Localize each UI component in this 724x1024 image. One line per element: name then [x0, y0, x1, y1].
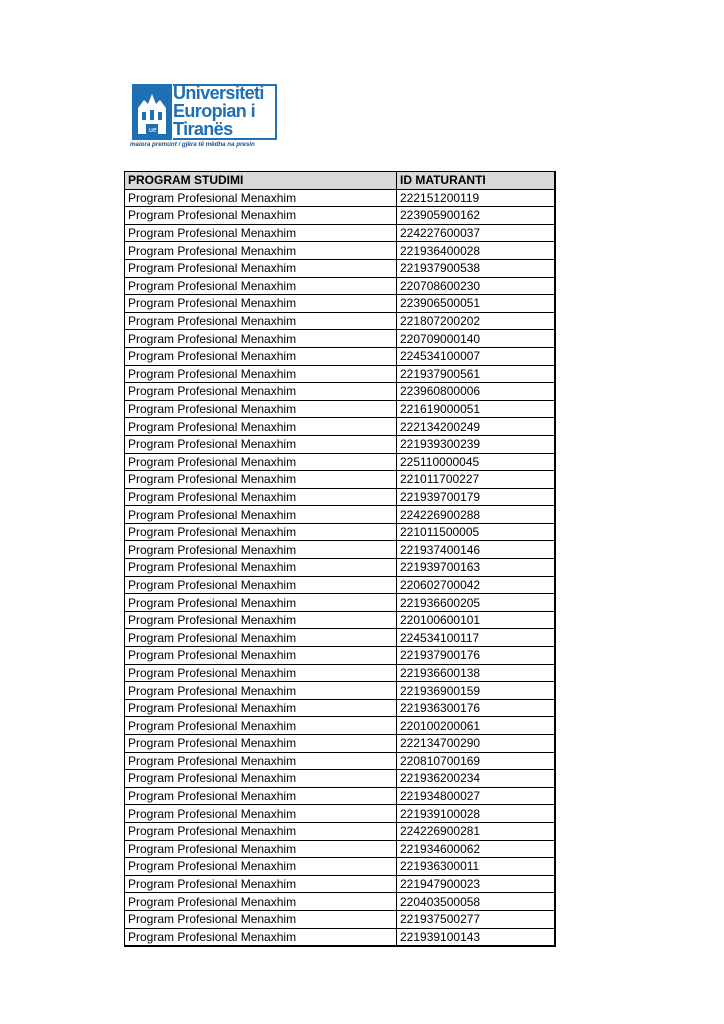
program-cell: Program Profesional Menaxhim	[125, 576, 397, 594]
student-id-cell: 220100200061	[397, 717, 555, 735]
table-row	[125, 224, 555, 242]
table-row	[125, 629, 555, 647]
table-row	[125, 752, 555, 770]
student-id-cell: 221936300011	[397, 858, 555, 876]
table-row	[125, 506, 555, 524]
logo-motto: maiora premunt / gjëra të mëdha na presin	[130, 141, 255, 148]
table-row	[125, 400, 555, 418]
program-cell: Program Profesional Menaxhim	[125, 840, 397, 858]
student-id-cell: 221937500277	[397, 910, 555, 928]
program-cell: Program Profesional Menaxhim	[125, 453, 397, 471]
program-cell: Program Profesional Menaxhim	[125, 418, 397, 436]
student-id-cell: 221939300239	[397, 435, 555, 453]
svg-text:ue: ue	[149, 127, 157, 134]
program-cell: Program Profesional Menaxhim	[125, 330, 397, 348]
program-cell: Program Profesional Menaxhim	[125, 523, 397, 541]
logo-wordmark	[173, 85, 285, 139]
table-row	[125, 735, 555, 753]
table-row	[125, 189, 555, 207]
university-logo	[128, 84, 288, 150]
column-header-program: PROGRAM STUDIMI	[125, 172, 397, 190]
table-row	[125, 910, 555, 928]
table-row	[125, 259, 555, 277]
table-row	[125, 471, 555, 489]
program-cell: Program Profesional Menaxhim	[125, 207, 397, 225]
student-id-cell: 221936300176	[397, 699, 555, 717]
student-id-cell: 222134700290	[397, 735, 555, 753]
table-row	[125, 453, 555, 471]
student-id-cell: 221937400146	[397, 541, 555, 559]
student-id-cell: 221937900538	[397, 259, 555, 277]
program-cell: Program Profesional Menaxhim	[125, 312, 397, 330]
table-row	[125, 699, 555, 717]
table-row	[125, 541, 555, 559]
student-id-cell: 221011700227	[397, 471, 555, 489]
program-cell: Program Profesional Menaxhim	[125, 242, 397, 260]
logo-line-3: Tiranës	[173, 119, 233, 139]
table-row	[125, 805, 555, 823]
table-row	[125, 594, 555, 612]
student-id-cell: 221807200202	[397, 312, 555, 330]
program-cell: Program Profesional Menaxhim	[125, 277, 397, 295]
table-row	[125, 365, 555, 383]
table-row	[125, 559, 555, 577]
column-header-id: ID MATURANTI	[397, 172, 555, 190]
student-id-cell: 224534100007	[397, 347, 555, 365]
student-id-cell: 220810700169	[397, 752, 555, 770]
program-cell: Program Profesional Menaxhim	[125, 259, 397, 277]
student-id-cell: 221939700163	[397, 559, 555, 577]
student-id-cell: 220602700042	[397, 576, 555, 594]
table-row	[125, 418, 555, 436]
table-row	[125, 647, 555, 665]
table-row	[125, 523, 555, 541]
student-id-cell: 224534100117	[397, 629, 555, 647]
table-row	[125, 488, 555, 506]
student-id-cell: 221939700179	[397, 488, 555, 506]
table-row	[125, 875, 555, 893]
program-cell: Program Profesional Menaxhim	[125, 682, 397, 700]
student-id-cell: 221934800027	[397, 787, 555, 805]
student-id-cell: 221937900561	[397, 365, 555, 383]
table-row	[125, 840, 555, 858]
student-id-cell: 221937900176	[397, 647, 555, 665]
program-cell: Program Profesional Menaxhim	[125, 858, 397, 876]
program-cell: Program Profesional Menaxhim	[125, 224, 397, 242]
student-id-cell: 223906500051	[397, 295, 555, 313]
program-cell: Program Profesional Menaxhim	[125, 347, 397, 365]
table-row	[125, 295, 555, 313]
students-table	[124, 171, 556, 947]
student-id-cell: 220100600101	[397, 611, 555, 629]
table-row	[125, 717, 555, 735]
student-id-cell: 223905900162	[397, 207, 555, 225]
student-id-cell: 221936600138	[397, 664, 555, 682]
program-cell: Program Profesional Menaxhim	[125, 435, 397, 453]
student-id-cell: 221939100143	[397, 928, 555, 946]
student-id-cell: 220403500058	[397, 893, 555, 911]
table-row	[125, 242, 555, 260]
program-cell: Program Profesional Menaxhim	[125, 365, 397, 383]
program-cell: Program Profesional Menaxhim	[125, 647, 397, 665]
table-row	[125, 822, 555, 840]
table-row	[125, 277, 555, 295]
program-cell: Program Profesional Menaxhim	[125, 488, 397, 506]
program-cell: Program Profesional Menaxhim	[125, 822, 397, 840]
student-id-cell: 221936200234	[397, 770, 555, 788]
logo-line-1: Universiteti	[173, 83, 264, 103]
table-row	[125, 347, 555, 365]
program-cell: Program Profesional Menaxhim	[125, 295, 397, 313]
program-cell: Program Profesional Menaxhim	[125, 770, 397, 788]
table-body	[125, 189, 555, 946]
program-cell: Program Profesional Menaxhim	[125, 787, 397, 805]
table-row	[125, 330, 555, 348]
program-cell: Program Profesional Menaxhim	[125, 928, 397, 946]
program-cell: Program Profesional Menaxhim	[125, 664, 397, 682]
student-id-cell: 221947900023	[397, 875, 555, 893]
program-cell: Program Profesional Menaxhim	[125, 875, 397, 893]
program-cell: Program Profesional Menaxhim	[125, 699, 397, 717]
student-id-cell: 221939100028	[397, 805, 555, 823]
program-cell: Program Profesional Menaxhim	[125, 805, 397, 823]
table-row	[125, 611, 555, 629]
student-id-cell: 223960800006	[397, 383, 555, 401]
table-row	[125, 770, 555, 788]
program-cell: Program Profesional Menaxhim	[125, 541, 397, 559]
student-id-cell: 224227600037	[397, 224, 555, 242]
table-row	[125, 682, 555, 700]
student-id-cell: 220709000140	[397, 330, 555, 348]
program-cell: Program Profesional Menaxhim	[125, 752, 397, 770]
university-emblem-icon	[132, 84, 172, 140]
program-cell: Program Profesional Menaxhim	[125, 189, 397, 207]
table-row	[125, 435, 555, 453]
table-row	[125, 893, 555, 911]
student-id-cell: 221934600062	[397, 840, 555, 858]
student-id-cell: 224226900281	[397, 822, 555, 840]
student-id-cell: 221011500005	[397, 523, 555, 541]
student-id-cell: 222134200249	[397, 418, 555, 436]
program-cell: Program Profesional Menaxhim	[125, 506, 397, 524]
program-cell: Program Profesional Menaxhim	[125, 611, 397, 629]
program-cell: Program Profesional Menaxhim	[125, 629, 397, 647]
table-row	[125, 576, 555, 594]
student-id-cell: 221936600205	[397, 594, 555, 612]
student-id-cell: 220708600230	[397, 277, 555, 295]
table-row	[125, 928, 555, 946]
table-row	[125, 787, 555, 805]
table-row	[125, 207, 555, 225]
student-id-cell: 221936400028	[397, 242, 555, 260]
program-cell: Program Profesional Menaxhim	[125, 383, 397, 401]
table-row	[125, 312, 555, 330]
program-cell: Program Profesional Menaxhim	[125, 735, 397, 753]
program-cell: Program Profesional Menaxhim	[125, 400, 397, 418]
table-header-row	[125, 172, 555, 190]
student-id-cell: 222151200119	[397, 189, 555, 207]
table-row	[125, 858, 555, 876]
program-cell: Program Profesional Menaxhim	[125, 559, 397, 577]
student-id-cell: 221936900159	[397, 682, 555, 700]
program-cell: Program Profesional Menaxhim	[125, 717, 397, 735]
student-id-cell: 225110000045	[397, 453, 555, 471]
table-row	[125, 664, 555, 682]
program-cell: Program Profesional Menaxhim	[125, 471, 397, 489]
student-id-cell: 224226900288	[397, 506, 555, 524]
program-cell: Program Profesional Menaxhim	[125, 893, 397, 911]
logo-line-2: Europian i	[173, 101, 256, 121]
program-cell: Program Profesional Menaxhim	[125, 594, 397, 612]
program-cell: Program Profesional Menaxhim	[125, 910, 397, 928]
table-row	[125, 383, 555, 401]
student-id-cell: 221619000051	[397, 400, 555, 418]
